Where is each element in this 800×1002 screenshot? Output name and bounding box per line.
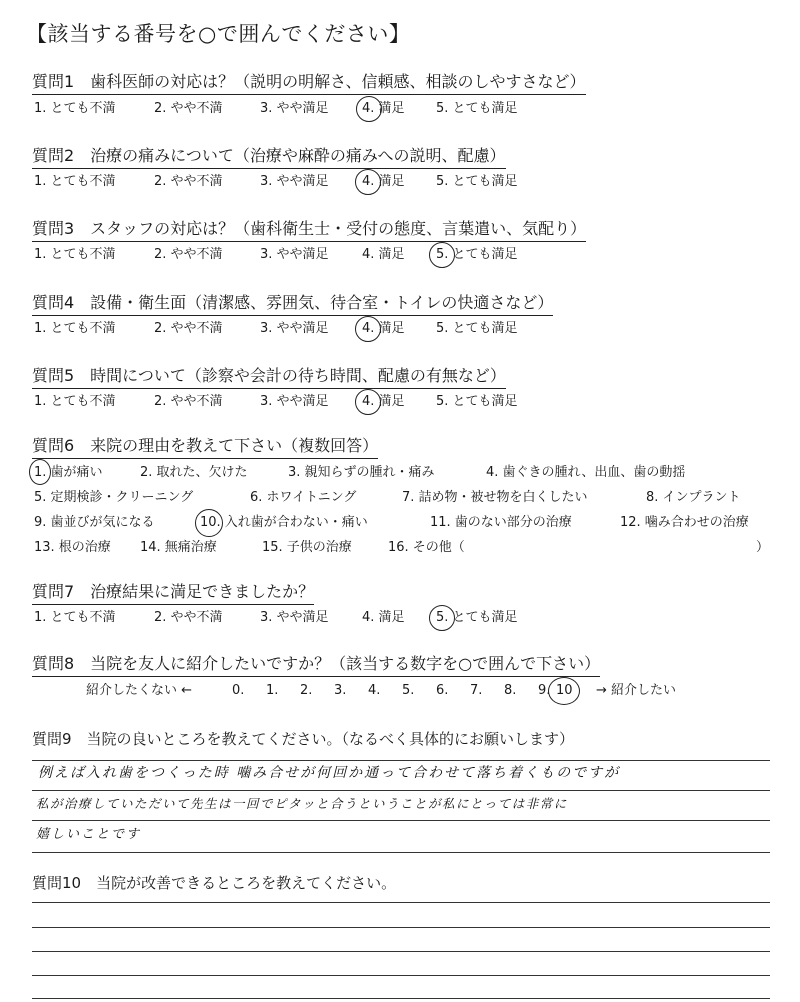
q6-option-15[interactable]: 15. 子供の治療 — [262, 540, 352, 555]
q10-answer-line-3 — [32, 951, 770, 952]
q6-option-16-close: ） — [756, 540, 770, 555]
q8-scale-6[interactable]: 6. — [436, 683, 449, 698]
q1-option-5[interactable]: 5. とても満足 — [436, 101, 518, 116]
q5-option-4[interactable]: 4. 満足 — [362, 394, 405, 409]
q2-heading: 質問2 治療の痛みについて（治療や麻酔の痛みへの説明、配慮） — [32, 146, 506, 169]
q4-option-4[interactable]: 4. 満足 — [362, 321, 405, 336]
q7-option-3[interactable]: 3. やや満足 — [260, 610, 329, 625]
q5-option-5[interactable]: 5. とても満足 — [436, 394, 518, 409]
q6-option-4[interactable]: 4. 歯ぐきの腫れ、出血、歯の動揺 — [486, 465, 686, 480]
q6-option-12[interactable]: 12. 噛み合わせの治療 — [620, 515, 749, 530]
q9-handwritten-line-2: 私が治療していただいて先生は一回でピタッと合うということが私にとっては非常に — [36, 796, 568, 811]
q6-option-1[interactable]: 1. 歯が痛い — [34, 465, 103, 480]
q8-scale-4[interactable]: 4. — [368, 683, 381, 698]
q8-scale-9[interactable]: 9. — [538, 683, 551, 698]
q3-option-5[interactable]: 5. とても満足 — [436, 247, 518, 262]
q10-answer-line-2 — [32, 927, 770, 928]
q8-scale-10[interactable]: 10 — [556, 683, 573, 698]
q5-heading: 質問5 時間について（診察や会計の待ち時間、配慮の有無など） — [32, 366, 506, 389]
q9-heading: 質問9 当院の良いところを教えてください。（なるべく具体的にお願いします） — [32, 730, 575, 748]
q1-option-1[interactable]: 1. とても不満 — [34, 101, 116, 116]
q6-option-14[interactable]: 14. 無痛治療 — [140, 540, 217, 555]
q5-option-2[interactable]: 2. やや不満 — [154, 394, 223, 409]
q10-heading: 質問10 当院が改善できるところを教えてください。 — [32, 874, 397, 892]
q8-scale-5[interactable]: 5. — [402, 683, 415, 698]
q6-heading: 質問6 来院の理由を教えて下さい（複数回答） — [32, 436, 378, 459]
q2-option-3[interactable]: 3. やや満足 — [260, 174, 329, 189]
q8-heading: 質問8 当院を友人に紹介したいですか？（該当する数字を○で囲んで下さい） — [32, 654, 600, 677]
q4-heading: 質問4 設備・衛生面（清潔感、雰囲気、待合室・トイレの快適さなど） — [32, 293, 553, 316]
q3-option-3[interactable]: 3. やや満足 — [260, 247, 329, 262]
page-title: 【該当する番号を○で囲んでください】 — [26, 22, 411, 46]
q8-scale-7[interactable]: 7. — [470, 683, 483, 698]
q3-option-4[interactable]: 4. 満足 — [362, 247, 405, 262]
q10-answer-line-4 — [32, 975, 770, 976]
q10-answer-line-1 — [32, 902, 770, 903]
q6-option-6[interactable]: 6. ホワイトニング — [250, 490, 357, 505]
q6-option-2[interactable]: 2. 取れた、欠けた — [140, 465, 248, 480]
q6-option-9[interactable]: 9. 歯並びが気になる — [34, 515, 155, 530]
q7-heading: 質問7 治療結果に満足できましたか？ — [32, 582, 314, 605]
q6-option-3[interactable]: 3. 親知らずの腫れ・痛み — [288, 465, 435, 480]
q9-handwritten-line-3: 嬉しいことです — [36, 827, 142, 842]
q9-answer-line-1 — [32, 760, 770, 761]
q8-scale-0[interactable]: 0. — [232, 683, 245, 698]
q6-option-10[interactable]: 10. 入れ歯が合わない・痛い — [200, 515, 368, 530]
q4-option-3[interactable]: 3. やや満足 — [260, 321, 329, 336]
q3-option-2[interactable]: 2. やや不満 — [154, 247, 223, 262]
q1-option-2[interactable]: 2. やや不満 — [154, 101, 223, 116]
q9-answer-line-2 — [32, 790, 770, 791]
q6-option-13[interactable]: 13. 根の治療 — [34, 540, 111, 555]
q8-scale-2[interactable]: 2. — [300, 683, 313, 698]
q8-right-label: → 紹介したい — [596, 683, 677, 698]
q6-option-5[interactable]: 5. 定期検診・クリーニング — [34, 490, 194, 505]
q6-option-16[interactable]: 16. その他（ — [388, 540, 465, 555]
q4-option-1[interactable]: 1. とても不満 — [34, 321, 116, 336]
q9-answer-line-4 — [32, 852, 770, 853]
q8-scale-1[interactable]: 1. — [266, 683, 279, 698]
q7-option-1[interactable]: 1. とても不満 — [34, 610, 116, 625]
q7-option-4[interactable]: 4. 満足 — [362, 610, 405, 625]
q7-option-2[interactable]: 2. やや不満 — [154, 610, 223, 625]
q1-option-4[interactable]: 4. 満足 — [362, 101, 405, 116]
q3-heading: 質問3 スタッフの対応は？（歯科衛生士・受付の態度、言葉遣い、気配り） — [32, 219, 586, 242]
q2-option-5[interactable]: 5. とても満足 — [436, 174, 518, 189]
q5-option-1[interactable]: 1. とても不満 — [34, 394, 116, 409]
q1-heading: 質問1 歯科医師の対応は？（説明の明解さ、信頼感、相談のしやすさなど） — [32, 72, 586, 95]
q1-option-3[interactable]: 3. やや満足 — [260, 101, 329, 116]
q8-scale-8[interactable]: 8. — [504, 683, 517, 698]
q6-option-11[interactable]: 11. 歯のない部分の治療 — [430, 515, 572, 530]
q4-option-5[interactable]: 5. とても満足 — [436, 321, 518, 336]
q6-option-7[interactable]: 7. 詰め物・被せ物を白くしたい — [402, 490, 588, 505]
q8-scale-3[interactable]: 3. — [334, 683, 347, 698]
q2-option-4[interactable]: 4. 満足 — [362, 174, 405, 189]
q10-answer-line-5 — [32, 998, 770, 999]
q4-option-2[interactable]: 2. やや不満 — [154, 321, 223, 336]
q5-option-3[interactable]: 3. やや満足 — [260, 394, 329, 409]
q8-left-label: 紹介したくない ← — [86, 683, 193, 698]
q9-handwritten-line-1: 例えば入れ歯をつくった時 噛み合せが何回か通って合わせて落ち着くものですが — [38, 765, 621, 781]
q7-option-5[interactable]: 5. とても満足 — [436, 610, 518, 625]
q2-option-1[interactable]: 1. とても不満 — [34, 174, 116, 189]
q6-option-8[interactable]: 8. インプラント — [646, 490, 741, 505]
q2-option-2[interactable]: 2. やや不満 — [154, 174, 223, 189]
q9-answer-line-3 — [32, 820, 770, 821]
q3-option-1[interactable]: 1. とても不満 — [34, 247, 116, 262]
